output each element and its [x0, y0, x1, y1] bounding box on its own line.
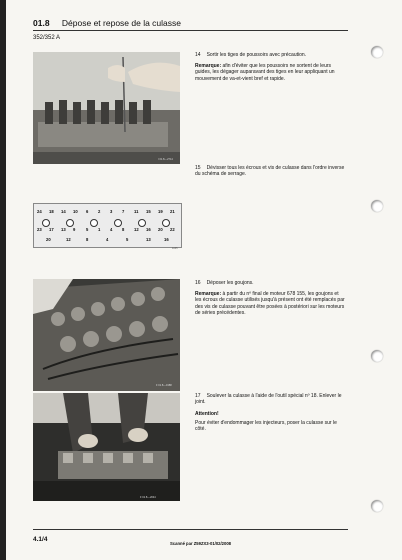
diag-label-mid-0: 23 — [37, 227, 42, 232]
step-17-note-label: Attention! — [195, 411, 219, 418]
step-17-number: 17 — [195, 393, 201, 399]
diag-label-bot-0: 20 — [46, 237, 51, 242]
diag-label-mid-3: 9 — [73, 227, 76, 232]
page-header — [33, 18, 181, 28]
diag-label-mid-7: 8 — [122, 227, 125, 232]
diag-label-bot-1: 12 — [66, 237, 71, 242]
step-16 — [195, 280, 345, 316]
footer-rule — [33, 529, 348, 530]
diag-label-top-11: 21 — [170, 209, 175, 214]
diag-label-top-9: 15 — [146, 209, 151, 214]
diag-label-top-6: 3 — [110, 209, 113, 214]
diag-bolt — [114, 219, 122, 227]
step-15 — [195, 165, 345, 177]
page-edge-shadow — [0, 0, 6, 560]
diag-bolt — [66, 219, 74, 227]
step-14-note: afin d'éviter que les poussoirs ne sortent de leurs guides, les dégager auparavant des tiges en leur appliquant un mouvement de va-et-vient bref et rapide. — [195, 63, 335, 82]
step-16-note-label: Remarque: — [195, 291, 222, 298]
diag-bolt — [138, 219, 146, 227]
diag-label-mid-8: 12 — [134, 227, 139, 232]
diag-label-top-7: 7 — [122, 209, 125, 214]
diag-label-mid-10: 20 — [158, 227, 163, 232]
diag-label-bot-6: 16 — [164, 237, 169, 242]
diag-label-mid-9: 16 — [146, 227, 151, 232]
diag-label-top-5: 2 — [98, 209, 101, 214]
binder-hole — [371, 200, 383, 212]
step-17 — [195, 393, 345, 432]
step-17-text: Soulever la culasse à l'aide de l'outil spécial nº 18. Enlever le joint. — [195, 393, 342, 406]
diag-bolt — [90, 219, 98, 227]
diag-label-mid-11: 22 — [170, 227, 175, 232]
diag-label-top-0: 24 — [37, 209, 42, 214]
photo4-caption: F 01.8—2044 — [140, 496, 156, 499]
diagram-caption: 1035 — [172, 247, 178, 250]
step-14-number: 14 — [195, 52, 201, 58]
step-16-number: 16 — [195, 280, 201, 286]
model-subtitle: 352/352 A — [33, 35, 61, 41]
header-rule — [33, 30, 348, 31]
diag-label-top-2: 14 — [61, 209, 66, 214]
binder-hole — [371, 350, 383, 362]
diag-label-mid-1: 17 — [49, 227, 54, 232]
photo1-caption: I 01.8—2714 — [158, 158, 173, 161]
binder-hole — [371, 500, 383, 512]
diag-label-top-4: 6 — [86, 209, 89, 214]
photo-cylinder-head-top — [33, 279, 180, 391]
step-17-note: Pour éviter d'endommager les injecteurs, poser la culasse sur le côté. — [195, 419, 337, 432]
section-number: 01.8 — [33, 18, 50, 28]
diag-label-bot-4: 5 — [126, 237, 129, 242]
diag-label-mid-4: 5 — [86, 227, 89, 232]
photo-lifting-cylinder-head — [33, 393, 180, 501]
page-number: 4.1/4 — [33, 536, 48, 543]
diag-label-bot-3: 4 — [106, 237, 109, 242]
diag-label-top-1: 18 — [49, 209, 54, 214]
diag-label-top-10: 19 — [158, 209, 163, 214]
binder-hole — [371, 46, 383, 58]
step-15-text: Dévisser tous les écrous et vis de culasse dans l'ordre inverse du schéma de serrage. — [195, 165, 345, 178]
section-title: Dépose et repose de la culasse — [61, 18, 181, 28]
scan-credit: Scanné par Z59ZX3-01/02/2008 — [170, 541, 231, 546]
photo3-caption: F 01.8—1988 — [156, 384, 172, 387]
step-16-text: Déposer les goujons. — [206, 280, 254, 286]
step-16-note: à partir du nº final de moteur 678 155, les goujons et les écrous de culasse utilisés jusqu'à présent ont été remplacés par des vis de culasse pouvant être posées à postériori sur les moteurs de séries précédentes. — [195, 291, 345, 316]
diag-label-bot-2: 8 — [86, 237, 89, 242]
step-14-text: Sortir les tiges de poussoirs avec précaution. — [206, 52, 307, 58]
tightening-sequence-diagram — [33, 203, 182, 248]
step-15-number: 15 — [195, 165, 201, 171]
diag-label-top-3: 10 — [73, 209, 78, 214]
diag-bolt — [162, 219, 170, 227]
diag-label-top-8: 11 — [134, 209, 139, 214]
step-14-note-label: Remarque: — [195, 63, 222, 70]
step-14 — [195, 52, 345, 82]
diag-label-bot-5: 13 — [146, 237, 151, 242]
diag-label-mid-6: 4 — [110, 227, 113, 232]
diag-label-mid-2: 13 — [61, 227, 66, 232]
diag-bolt — [42, 219, 50, 227]
photo-pushrod-removal — [33, 52, 180, 164]
diag-label-mid-5: 1 — [98, 227, 101, 232]
